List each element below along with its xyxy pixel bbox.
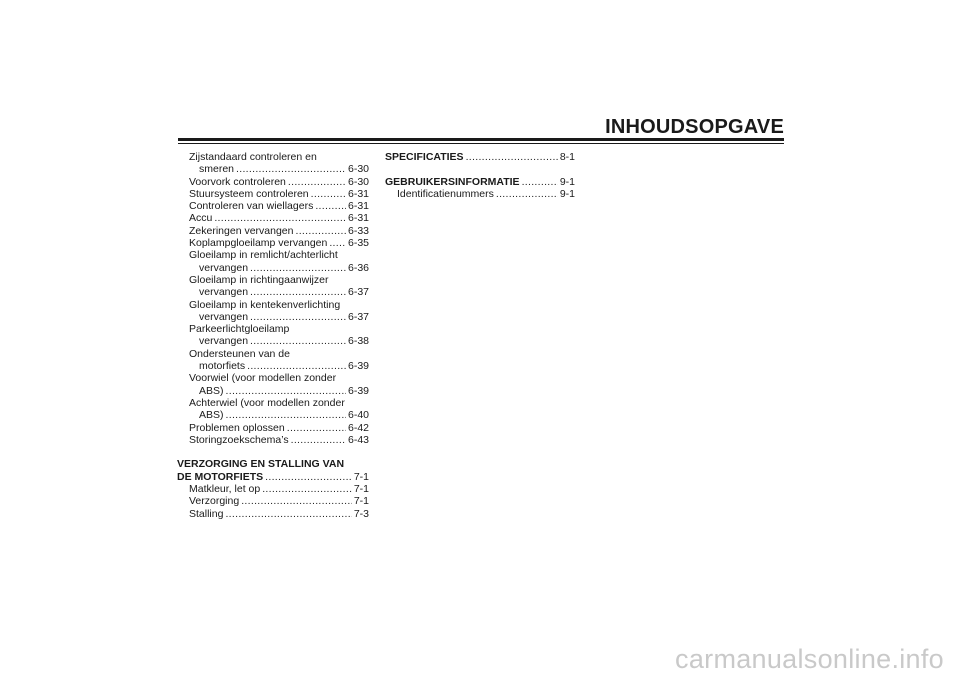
toc-entry-text: Stalling — [189, 507, 224, 520]
toc-page-number: 7-1 — [353, 483, 369, 496]
dot-leader — [287, 422, 346, 434]
toc-entry-line: Zijstandaard controleren en — [189, 151, 317, 163]
toc-entry-text: Voorvork controleren — [189, 175, 286, 188]
toc-entry-voorwiel[interactable] — [177, 372, 369, 397]
toc-entry-identificatienummers[interactable] — [385, 188, 575, 200]
toc-page-number: 7-1 — [353, 495, 369, 508]
toc-entry-achterwiel[interactable] — [177, 397, 369, 422]
toc-entry-kentekenverlichting[interactable] — [177, 299, 369, 324]
toc-page-number: 6-40 — [347, 409, 369, 422]
toc-entry-line: Gloeilamp in richtingaanwijzer — [189, 273, 329, 286]
toc-chapter-text: SPECIFICATIES — [385, 151, 464, 163]
toc-entry-stalling[interactable] — [177, 508, 369, 520]
toc-page-number: 6-39 — [347, 360, 369, 373]
toc-entry-remlicht[interactable] — [177, 249, 369, 274]
dot-leader — [329, 237, 346, 249]
toc-entry-wiellagers[interactable] — [177, 200, 369, 212]
toc-entry-stuursysteem[interactable] — [177, 188, 369, 200]
toc-entry-text: vervangen — [199, 261, 249, 274]
toc-entry-text: vervangen — [199, 286, 249, 299]
toc-page-number: 6-35 — [347, 237, 369, 250]
dot-leader — [250, 311, 346, 323]
toc-entry-line: Voorwiel (voor modellen zonder — [189, 372, 337, 385]
toc-page-number: 7-3 — [353, 507, 369, 520]
toc-page-number: 9-1 — [559, 187, 575, 200]
toc-entry-verzorging[interactable] — [177, 495, 369, 507]
toc-entry-text: Identificatienummers — [397, 187, 494, 200]
dot-leader — [262, 483, 352, 495]
toc-page-number: 6-30 — [347, 175, 369, 188]
toc-entry-line: Ondersteunen van de — [189, 347, 290, 360]
toc-entry-text: motorfiets — [199, 360, 246, 373]
toc-entry-text: Matkleur, let op — [189, 483, 261, 496]
dot-leader — [226, 385, 346, 397]
dot-leader — [265, 471, 352, 483]
toc-left-column — [177, 151, 369, 520]
toc-page-number: 9-1 — [559, 175, 575, 188]
dot-leader — [291, 434, 346, 446]
toc-entry-koplamp[interactable] — [177, 237, 369, 249]
dot-leader — [225, 508, 351, 520]
toc-entry-text: vervangen — [199, 335, 249, 348]
toc-page-number: 6-31 — [347, 212, 369, 225]
dot-leader — [250, 262, 346, 274]
dot-leader — [214, 212, 346, 224]
toc-page-number: 6-38 — [347, 335, 369, 348]
toc-entry-text: Problemen oplossen — [189, 421, 285, 434]
toc-chapter-7[interactable] — [177, 458, 369, 483]
toc-entry-text: Stuursysteem controleren — [189, 187, 309, 200]
toc-entry-text: ABS) — [199, 384, 224, 397]
toc-page-number: 6-42 — [347, 421, 369, 434]
toc-entry-problemen[interactable] — [177, 422, 369, 434]
toc-chapter-text: DE MOTORFIETS — [177, 470, 264, 483]
toc-entry-line: Achterwiel (voor modellen zonder — [189, 396, 345, 409]
toc-page-number: 6-33 — [347, 224, 369, 237]
toc-entry-accu[interactable] — [177, 212, 369, 224]
toc-entry-text: ABS) — [199, 409, 224, 422]
dot-leader — [466, 151, 558, 163]
dot-leader — [247, 360, 346, 372]
toc-page-number: 6-30 — [347, 163, 369, 176]
toc-entry-line: Parkeerlichtgloeilamp — [189, 323, 290, 336]
toc-chapter-8[interactable] — [385, 151, 575, 163]
toc-right-column — [385, 151, 575, 200]
toc-entry-richtingaanwijzer[interactable] — [177, 274, 369, 299]
toc-page-number: 7-1 — [353, 470, 369, 483]
toc-entry-text: Controleren van wiellagers — [189, 200, 314, 213]
toc-entry-line: Gloeilamp in kentekenverlichting — [189, 298, 341, 311]
toc-page-number: 6-36 — [347, 261, 369, 274]
toc-page-number: 6-37 — [347, 286, 369, 299]
toc-entry-text: smeren — [199, 163, 235, 176]
toc-entry-storingzoekschema[interactable] — [177, 434, 369, 446]
header-rule-thin — [178, 143, 784, 144]
dot-leader — [315, 200, 346, 212]
dot-leader — [236, 163, 346, 175]
toc-entry-text: vervangen — [199, 310, 249, 323]
toc-entry-matkleur[interactable] — [177, 483, 369, 495]
toc-chapter-text: GEBRUIKERSINFORMATIE — [385, 175, 520, 188]
dot-leader — [496, 188, 558, 200]
toc-entry-text: Accu — [189, 212, 213, 225]
toc-entry-zekeringen[interactable] — [177, 225, 369, 237]
toc-page-number: 8-1 — [559, 151, 575, 163]
dot-leader — [250, 286, 346, 298]
toc-entry-text: Koplampgloeilamp vervangen — [189, 237, 328, 250]
toc-page-number: 6-37 — [347, 310, 369, 323]
dot-leader — [241, 495, 352, 507]
header-rule-thick — [178, 138, 784, 141]
toc-page-number: 6-39 — [347, 384, 369, 397]
dot-leader — [311, 188, 346, 200]
watermark: carmanualsonline.info — [675, 644, 944, 674]
page-title: INHOUDSOPGAVE — [605, 116, 784, 138]
toc-entry-zijstandaard[interactable] — [177, 151, 369, 176]
toc-page-number: 6-43 — [347, 433, 369, 446]
toc-page-number: 6-31 — [347, 187, 369, 200]
toc-entry-text: Zekeringen vervangen — [189, 224, 294, 237]
toc-entry-line: Gloeilamp in remlicht/achterlicht — [189, 249, 338, 262]
toc-page-number: 6-31 — [347, 200, 369, 213]
dot-leader — [250, 335, 346, 347]
dot-leader — [226, 409, 346, 421]
toc-entry-voorvork[interactable] — [177, 176, 369, 188]
dot-leader — [288, 176, 346, 188]
toc-chapter-9[interactable] — [385, 176, 575, 188]
dot-leader — [295, 225, 346, 237]
toc-entry-ondersteunen[interactable] — [177, 348, 369, 373]
toc-entry-text: Verzorging — [189, 495, 240, 508]
dot-leader — [522, 176, 558, 188]
toc-entry-text: Storingzoekschema’s — [189, 433, 289, 446]
toc-chapter-line: VERZORGING EN STALLING VAN — [177, 458, 345, 471]
toc-entry-parkeerlicht[interactable] — [177, 323, 369, 348]
